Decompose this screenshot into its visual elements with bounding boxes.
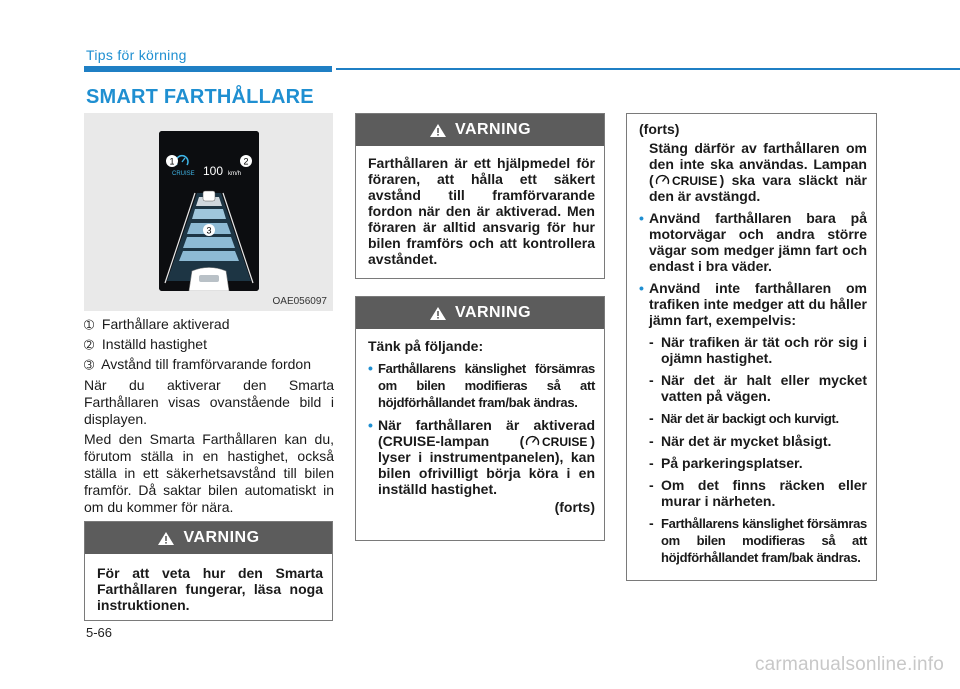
- dash-text: När det är mycket blåsigt.: [661, 433, 832, 449]
- section-label: Tips för körning: [86, 47, 187, 63]
- cruise-lamp-text: CRUISE: [671, 174, 718, 187]
- cluster-speed-value: 100: [203, 164, 224, 178]
- continued-line-post: ) ska vara släckt när den är avstängd.: [649, 172, 867, 204]
- warning-label: VARNING: [183, 529, 260, 546]
- bullet-text-pre: När farthållaren är aktiverad (CRUISE-lampan (: [378, 417, 595, 449]
- marker-2-label: 2: [243, 156, 249, 167]
- dash-item: - När det är backigt och kurvigt.: [649, 410, 839, 426]
- body-paragraph: Med den Smarta Farthållaren kan du, förutom ställa in en hastighet, också ställa in ett säkerhetsavstånd till bilen framför. Då saktar bilen automatiskt in om du kommer för nära.: [84, 431, 334, 515]
- warning-header: [356, 297, 604, 329]
- dash-item: - Farthållarens känslighet försämras om bilen modifieras så att höjdförhållandet fram/bak ändras.: [649, 515, 867, 565]
- marker-1-label: 1: [169, 156, 175, 167]
- cruise-lamp-icon: [654, 173, 720, 187]
- cluster-cruise-text: CRUISE: [172, 171, 195, 177]
- warning-label: VARNING: [454, 121, 532, 138]
- instrument-cluster-display: [159, 131, 259, 291]
- warning-box: [355, 296, 605, 541]
- continued-box: [626, 113, 877, 581]
- warning-bullet: [368, 417, 595, 497]
- continued-bullet: [639, 210, 867, 274]
- dash-text: Om det finns räcken eller murar i närheten.: [661, 477, 867, 509]
- legend-number: ➀: [84, 318, 95, 332]
- warning-intro: Tänk på följande:: [368, 338, 484, 354]
- page-title: SMART FARTHÅLLARE: [86, 86, 314, 108]
- legend-number: ➁: [84, 338, 95, 352]
- warning-triangle-icon: [429, 306, 447, 321]
- continued-text: [639, 140, 867, 204]
- dash-item: - När det är mycket blåsigt.: [649, 433, 832, 449]
- cluster-figure: [84, 113, 333, 311]
- legend-text: Inställd hastighet: [101, 336, 207, 352]
- legend-item: [84, 356, 311, 372]
- dash-text: På parkeringsplatser.: [661, 455, 803, 471]
- bullet-text: Farthållarens känslighet försämras om bilen modifieras så att höjdförhållandet fram/bak ändras.: [378, 361, 595, 410]
- warning-text: Farthållaren är ett hjälpmedel för föraren, att hålla ett säkert avstånd till framförvarande fordon när den är aktiverad. Men föraren är alltid ansvarig för hur bilen framförs och att kontrollera avståndet.: [368, 155, 595, 267]
- dash-item: - När det är halt eller mycket vatten på vägen.: [649, 372, 867, 404]
- header-rule-thick: [84, 66, 332, 72]
- cruise-lamp-icon: [524, 434, 590, 448]
- legend-item: [84, 336, 207, 352]
- legend-text: Avstånd till framförvarande fordon: [101, 356, 311, 372]
- warning-label: VARNING: [454, 304, 532, 321]
- bullet-text: Använd inte farthållaren om trafiken inte medger att du håller jämn fart, exempelvis:: [649, 280, 867, 328]
- cluster-speed-unit: km/h: [228, 171, 242, 177]
- warning-text: För att veta hur den Smarta Farthållaren fungerar, läsa noga instruktionen.: [97, 565, 323, 613]
- warning-triangle-icon: [157, 531, 175, 546]
- legend-text: Farthållare aktiverad: [101, 316, 230, 332]
- page-number: 5-66: [86, 625, 113, 640]
- continued-bullet: [639, 280, 867, 328]
- header-rule-thin: [336, 68, 960, 70]
- warning-header: [85, 522, 332, 554]
- warning-bullet: [368, 360, 595, 411]
- watermark: carmanualsonline.info: [754, 654, 944, 675]
- legend-number: ➂: [84, 358, 95, 372]
- dash-item: - Om det finns räcken eller murar i närheten.: [649, 477, 867, 509]
- figure-code: OAE056097: [272, 296, 327, 307]
- forts-label: (forts): [639, 121, 680, 137]
- dash-item: - När trafiken är tät och rör sig i ojämn hastighet.: [649, 334, 867, 366]
- dash-item: - På parkeringsplatser.: [649, 455, 803, 471]
- dash-text: När det är backigt och kurvigt.: [661, 411, 839, 426]
- body-paragraph: När du aktiverar den Smarta Farthållaren visas ovanstående bild i displayen.: [84, 377, 334, 427]
- continued-line-pre: Stäng därför av farthållaren om den inte ska användas. Lampan (: [649, 140, 867, 188]
- warning-triangle-icon: [429, 123, 447, 138]
- forts-label: (forts): [554, 499, 595, 515]
- cruise-lamp-text: CRUISE: [542, 435, 588, 448]
- warning-box: [84, 521, 333, 621]
- warning-header: [356, 114, 604, 146]
- continued-body: [627, 114, 876, 574]
- warning-box: [355, 113, 605, 279]
- warning-body: [356, 329, 604, 523]
- bullet-text: Använd farthållaren bara på motorvägar och andra större vägar som medger jämn fart och endast i bra väder.: [649, 210, 867, 274]
- bullet-text-post: ) lyser i instrumentpanelen), kan bilen ofrivilligt börja köra i en inställd hastighet.: [378, 433, 595, 497]
- dash-text: Farthållarens känslighet försämras om bilen modifieras så att höjdförhållandet fram/bak ändras.: [661, 516, 867, 565]
- dash-text: När det är halt eller mycket vatten på vägen.: [661, 372, 867, 404]
- marker-3-label: 3: [206, 225, 212, 236]
- legend-item: [84, 316, 230, 332]
- dash-text: När trafiken är tät och rör sig i ojämn hastighet.: [661, 334, 867, 366]
